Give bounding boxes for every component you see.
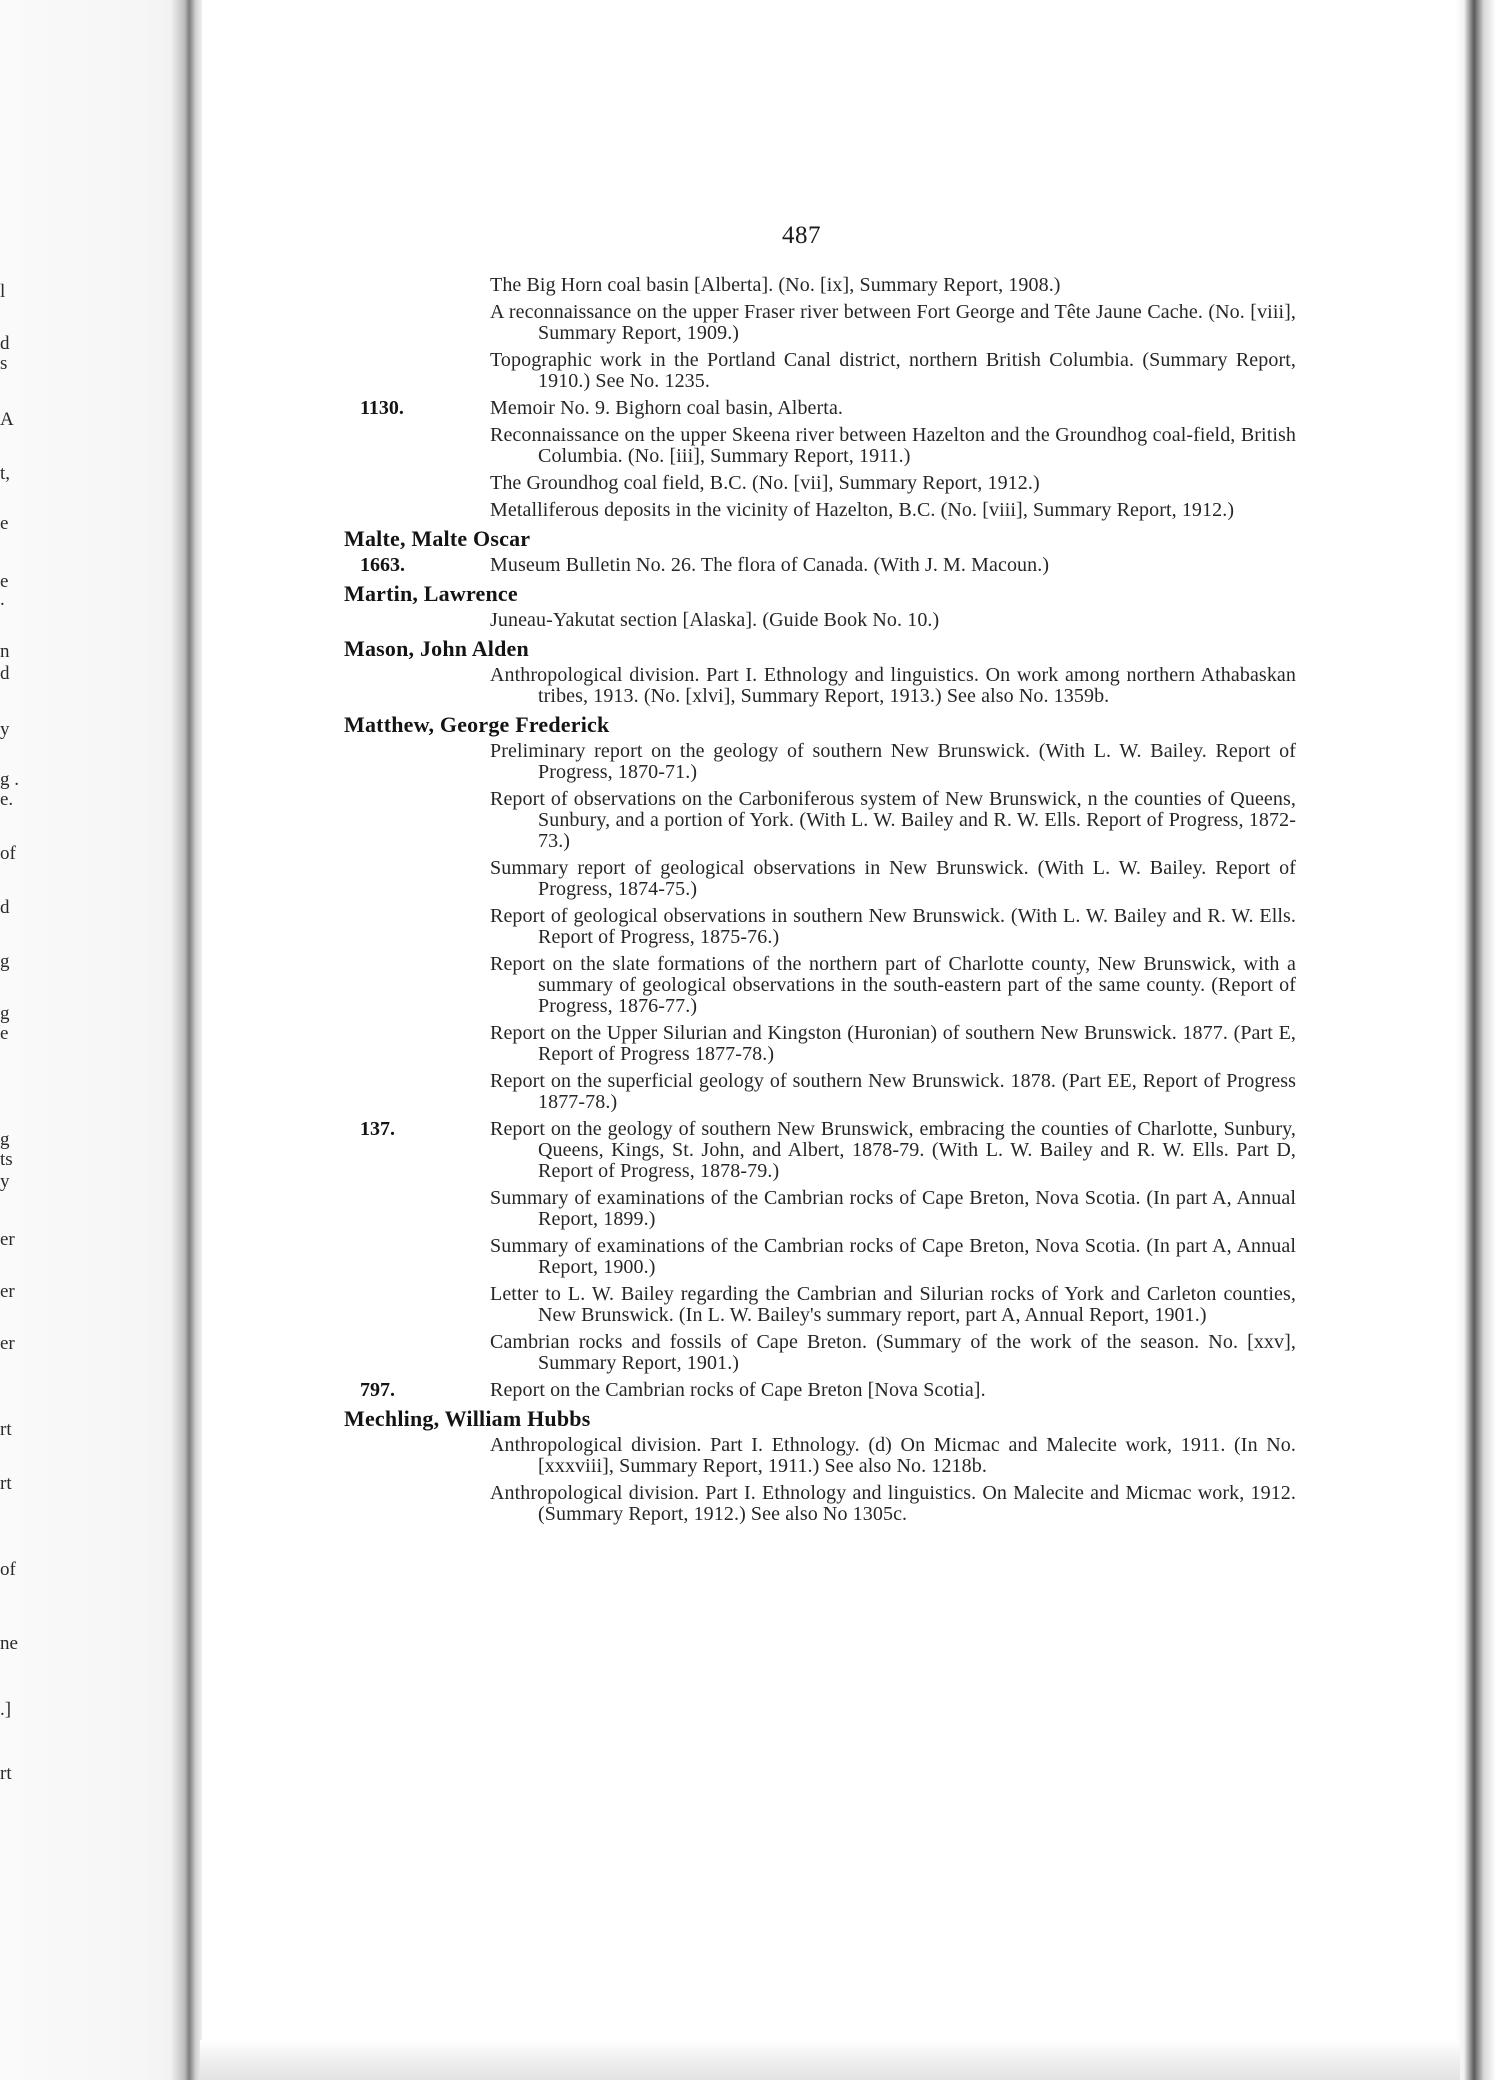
entry-text: Report on the geology of southern New Brunswick, embracing the counties of Charlotte, Sunbury, Queens, Kings, St. John, and Albert, 1878-79. (With L. W. Bailey and R. W. Ells. Part D, Report of Progress, 1878-79.) — [490, 1118, 1296, 1182]
bibliography-entry — [344, 1483, 1296, 1525]
page-edge-shadow — [1456, 0, 1496, 2080]
entry-text: Museum Bulletin No. 26. The flora of Canada. (With J. M. Macoun.) — [490, 554, 1050, 576]
author-section — [344, 275, 1296, 521]
margin-fragment: d — [0, 333, 10, 354]
entry-text: Letter to L. W. Bailey regarding the Cambrian and Silurian rocks of York and Carleton counties, New Brunswick. (In L. W. Bailey's summary report, part A, Annual Report, 1901.) — [490, 1283, 1296, 1326]
facing-page-margin — [0, 0, 198, 2080]
margin-fragment: d — [0, 663, 10, 684]
margin-fragment: s — [0, 353, 8, 374]
margin-fragment: .] — [0, 1699, 12, 1720]
margin-fragment: e — [0, 571, 9, 592]
bibliography-entry — [344, 665, 1296, 707]
margin-fragment: rt — [0, 1763, 12, 1784]
author-heading: Mechling, William Hubbs — [344, 1406, 591, 1431]
bibliography-entry — [344, 1435, 1296, 1477]
bibliography-list — [344, 275, 1296, 1531]
margin-fragment: y — [0, 719, 10, 740]
margin-fragment: g — [0, 1129, 10, 1150]
author-heading: Martin, Lawrence — [344, 581, 518, 606]
author-section — [344, 637, 1296, 707]
entry-text: Summary of examinations of the Cambrian rocks of Cape Breton, Nova Scotia. (In part A, Annual Report, 1899.) — [490, 1187, 1296, 1230]
margin-fragment: . — [0, 589, 5, 610]
bibliography-entry — [344, 1332, 1296, 1374]
bibliography-entry — [344, 1119, 1296, 1182]
entry-text: Report on the slate formations of the northern part of Charlotte county, New Brunswick, with a summary of geological observations in the south-eastern part of the same county. (Report of Progress, 1876-77.) — [490, 953, 1296, 1017]
entry-text: Anthropological division. Part I. Ethnology. (d) On Micmac and Malecite work, 1911. (In No. [xxxviii], Summary Report, 1911.) See also No. 1218b. — [490, 1434, 1296, 1477]
author-section — [344, 1407, 1296, 1525]
entry-text: Report of geological observations in southern New Brunswick. (With L. W. Bailey and R. W. Ells. Report of Progress, 1875-76.) — [490, 905, 1296, 948]
entry-text: Report on the Upper Silurian and Kingston (Huronian) of southern New Brunswick. 1877. (Part E, Report of Progress 1877-78.) — [490, 1022, 1296, 1065]
author-heading: Matthew, George Frederick — [344, 712, 610, 737]
margin-fragment: er — [0, 1281, 15, 1302]
bibliography-entry — [344, 275, 1296, 296]
bibliography-entry — [344, 302, 1296, 344]
entry-text: Memoir No. 9. Bighorn coal basin, Alberta. — [490, 397, 844, 419]
bibliography-entry — [344, 473, 1296, 494]
margin-fragment: e — [0, 1023, 9, 1044]
entry-text: Report on the Cambrian rocks of Cape Breton [Nova Scotia]. — [490, 1379, 986, 1401]
margin-fragment: e — [0, 513, 9, 534]
margin-fragment: g — [0, 1003, 10, 1024]
margin-fragment: ne — [0, 1633, 18, 1654]
margin-fragment: l — [0, 281, 6, 302]
margin-fragment: g — [0, 951, 10, 972]
bibliography-entry — [344, 1023, 1296, 1065]
bibliography-entry — [344, 1071, 1296, 1113]
entry-text: A reconnaissance on the upper Fraser river between Fort George and Tête Jaune Cache. (No. [viii], Summary Report, 1909.) — [490, 301, 1296, 344]
book-gutter — [170, 0, 202, 2080]
entry-text: Juneau-Yakutat section [Alaska]. (Guide Book No. 10.) — [490, 609, 940, 631]
publication-number: 1663. — [360, 554, 405, 576]
author-heading: Mason, John Alden — [344, 636, 529, 661]
bibliography-entry — [344, 500, 1296, 521]
entry-text: Preliminary report on the geology of southern New Brunswick. (With L. W. Bailey. Report of Progress, 1870-71.) — [490, 740, 1296, 783]
entry-text: Topographic work in the Portland Canal district, northern British Columbia. (Summary Report, 1910.) See No. 1235. — [490, 349, 1296, 392]
bibliography-entry — [344, 1284, 1296, 1326]
bibliography-entry — [344, 906, 1296, 948]
margin-fragment: e. — [0, 789, 14, 810]
page-bottom-shadow — [200, 2040, 1460, 2080]
entry-text: The Groundhog coal field, B.C. (No. [vii], Summary Report, 1912.) — [490, 472, 1040, 494]
margin-fragment: er — [0, 1229, 15, 1250]
bibliography-entry — [344, 858, 1296, 900]
bibliography-entry — [344, 1188, 1296, 1230]
entry-text: Summary of examinations of the Cambrian rocks of Cape Breton, Nova Scotia. (In part A, Annual Report, 1900.) — [490, 1235, 1296, 1278]
entry-text: Reconnaissance on the upper Skeena river between Hazelton and the Groundhog coal-field, British Columbia. (No. [iii], Summary Report, 1911.) — [490, 424, 1296, 467]
margin-fragment: of — [0, 843, 16, 864]
bibliography-entry — [344, 398, 1296, 419]
bibliography-entry — [344, 1236, 1296, 1278]
margin-fragment: t, — [0, 463, 11, 484]
publication-number: 1130. — [360, 397, 404, 419]
margin-fragment: g . — [0, 769, 19, 790]
margin-fragment: rt — [0, 1419, 12, 1440]
entry-text: Metalliferous deposits in the vicinity of Hazelton, B.C. (No. [viii], Summary Report, 1912.) — [490, 499, 1235, 521]
bibliography-entry — [344, 425, 1296, 467]
margin-fragment: A — [0, 409, 14, 430]
margin-fragment: y — [0, 1171, 10, 1192]
bibliography-entry — [344, 789, 1296, 852]
author-section — [344, 582, 1296, 631]
margin-fragment: d — [0, 897, 10, 918]
entry-text: Cambrian rocks and fossils of Cape Breton. (Summary of the work of the season. No. [xxv], Summary Report, 1901.) — [490, 1331, 1296, 1374]
margin-fragment: rt — [0, 1473, 12, 1494]
bibliography-entry — [344, 741, 1296, 783]
publication-number: 137. — [360, 1118, 395, 1140]
entry-text: Report of observations on the Carboniferous system of New Brunswick, n the counties of Queens, Sunbury, and a portion of York. (With L. W. Bailey and R. W. Ells. Report of Progress, 1872-73.) — [490, 788, 1296, 852]
publication-number: 797. — [360, 1379, 395, 1401]
bibliography-entry — [344, 610, 1296, 631]
margin-fragment: of — [0, 1559, 16, 1580]
bibliography-entry — [344, 350, 1296, 392]
margin-fragment: ts — [0, 1149, 13, 1170]
entry-text: Anthropological division. Part I. Ethnology and linguistics. On Malecite and Micmac work, 1912. (Summary Report, 1912.) See also No 1305c. — [490, 1482, 1296, 1525]
entry-text: The Big Horn coal basin [Alberta]. (No. [ix], Summary Report, 1908.) — [490, 274, 1061, 296]
bibliography-entry — [344, 1380, 1296, 1401]
bibliography-entry — [344, 954, 1296, 1017]
author-section — [344, 527, 1296, 576]
margin-fragment: n — [0, 641, 10, 662]
bibliography-entry — [344, 555, 1296, 576]
entry-text: Anthropological division. Part I. Ethnology and linguistics. On work among northern Athabaskan tribes, 1913. (No. [xlvi], Summary Report, 1913.) See also No. 1359b. — [490, 664, 1296, 707]
margin-fragment: er — [0, 1333, 15, 1354]
entry-text: Summary report of geological observations in New Brunswick. (With L. W. Bailey. Report of Progress, 1874-75.) — [490, 857, 1296, 900]
author-section — [344, 713, 1296, 1401]
page-number: 487 — [782, 222, 821, 249]
entry-text: Report on the superficial geology of southern New Brunswick. 1878. (Part EE, Report of Progress 1877-78.) — [490, 1070, 1296, 1113]
author-heading: Malte, Malte Oscar — [344, 526, 531, 551]
